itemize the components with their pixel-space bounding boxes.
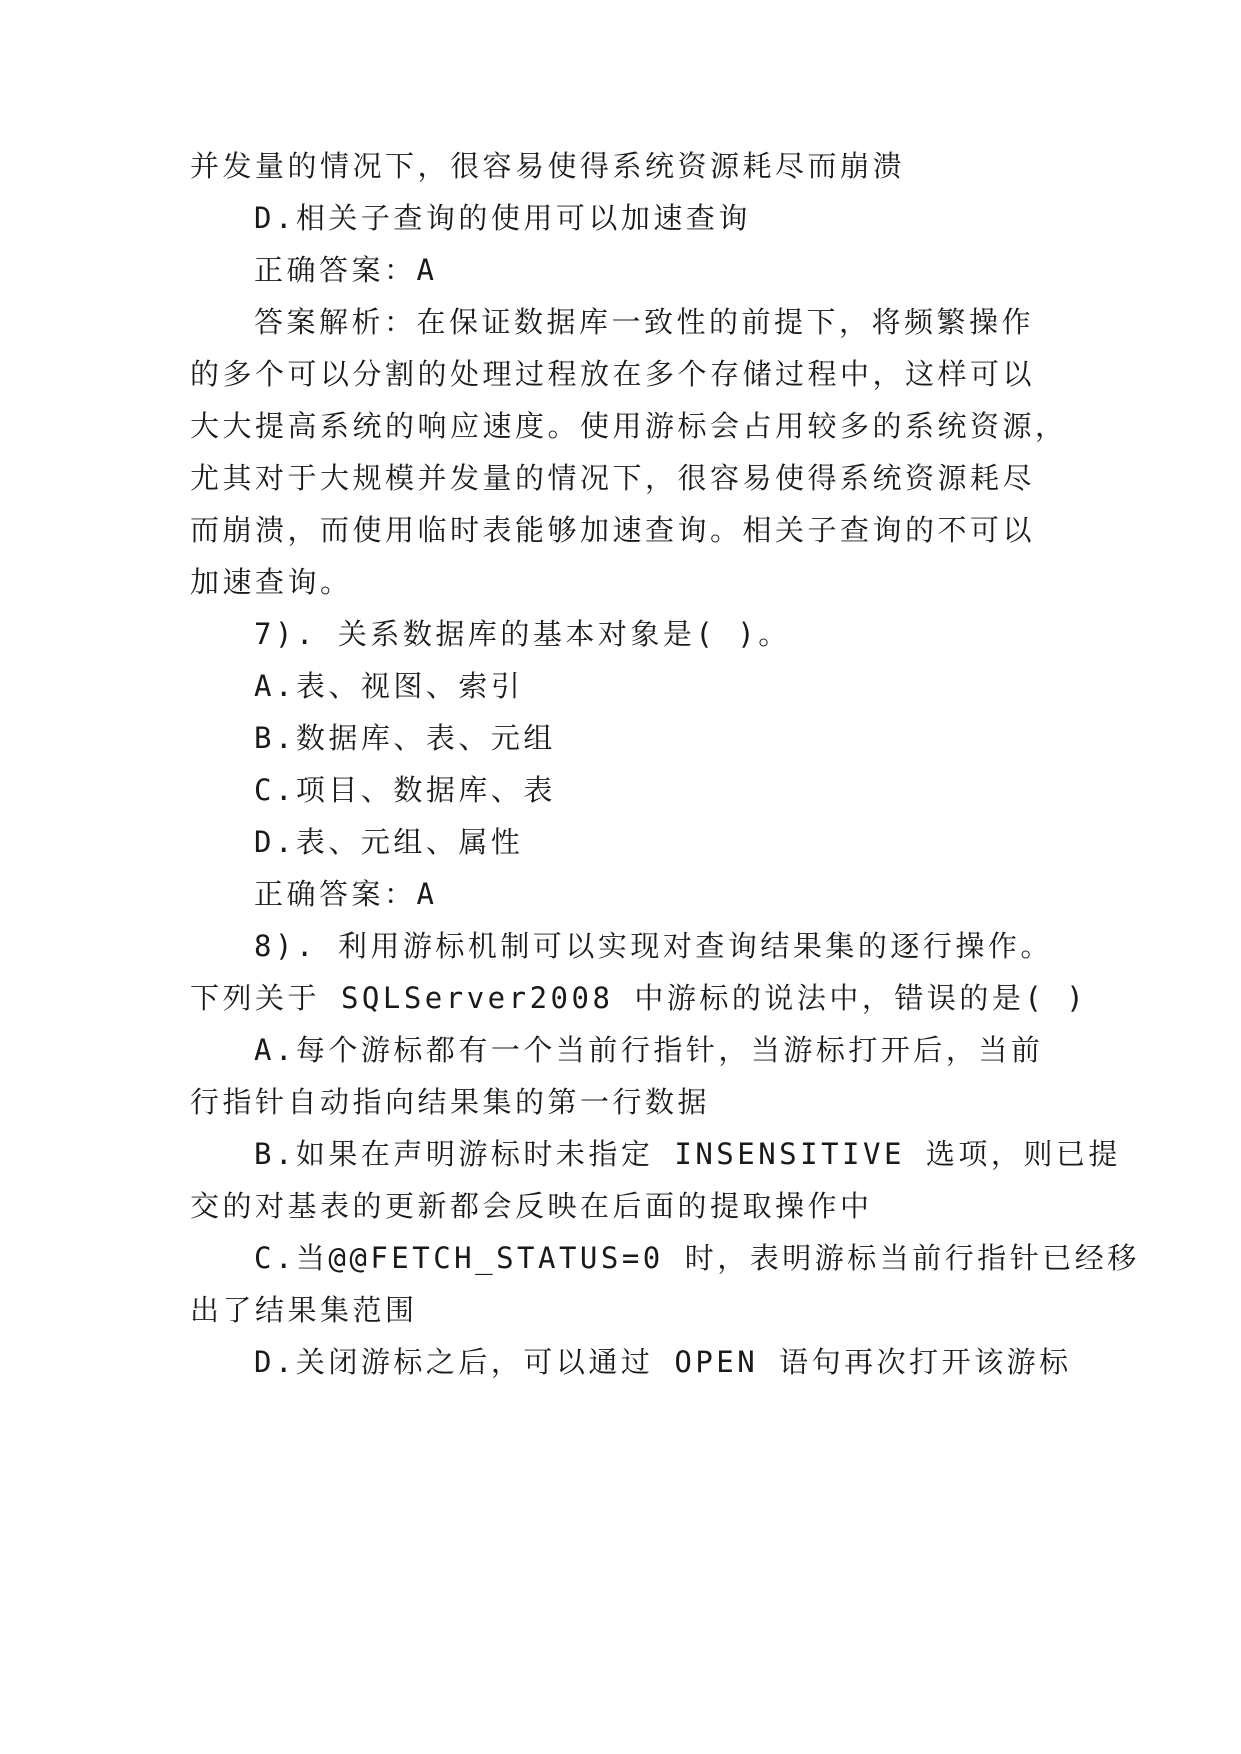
text-line: 并发量的情况下，很容易使得系统资源耗尽而崩溃 (190, 149, 906, 183)
answer-line: 正确答案：A (254, 253, 438, 287)
option-line: B.数据库、表、元组 (254, 721, 556, 755)
option-line: C.当@@FETCH_STATUS=0 时，表明游标当前行指针已经移 (254, 1241, 1140, 1275)
option-line: A.每个游标都有一个当前行指针，当游标打开后，当前 (254, 1033, 1044, 1067)
option-line: C.项目、数据库、表 (254, 773, 556, 807)
question-line: 7). 关系数据库的基本对象是( )。 (254, 617, 791, 651)
explanation-line: 答案解析：在保证数据库一致性的前提下，将频繁操作 (254, 305, 1035, 339)
option-line: B.如果在声明游标时未指定 INSENSITIVE 选项，则已提 (254, 1137, 1121, 1171)
option-line: D.关闭游标之后，可以通过 OPEN 语句再次打开该游标 (254, 1345, 1072, 1379)
question-line: 8). 利用游标机制可以实现对查询结果集的逐行操作。 (254, 929, 1053, 963)
answer-line: 正确答案：A (254, 877, 438, 911)
question-line: 下列关于 SQLServer2008 中游标的说法中，错误的是( ) (190, 981, 1088, 1015)
explanation-line: 加速查询。 (190, 565, 353, 599)
option-line: D.相关子查询的使用可以加速查询 (254, 201, 751, 235)
option-line: D.表、元组、属性 (254, 825, 524, 859)
option-line: 行指针自动指向结果集的第一行数据 (190, 1085, 711, 1119)
option-line: A.表、视图、索引 (254, 669, 524, 703)
explanation-line: 而崩溃，而使用临时表能够加速查询。相关子查询的不可以 (190, 513, 1036, 547)
explanation-line: 大大提高系统的响应速度。使用游标会占用较多的系统资源， (190, 409, 1068, 443)
option-line: 出了结果集范围 (190, 1293, 418, 1327)
explanation-line: 尤其对于大规模并发量的情况下，很容易使得系统资源耗尽 (190, 461, 1036, 495)
explanation-line: 的多个可以分割的处理过程放在多个存储过程中，这样可以 (190, 357, 1036, 391)
option-line: 交的对基表的更新都会反映在后面的提取操作中 (190, 1189, 873, 1223)
